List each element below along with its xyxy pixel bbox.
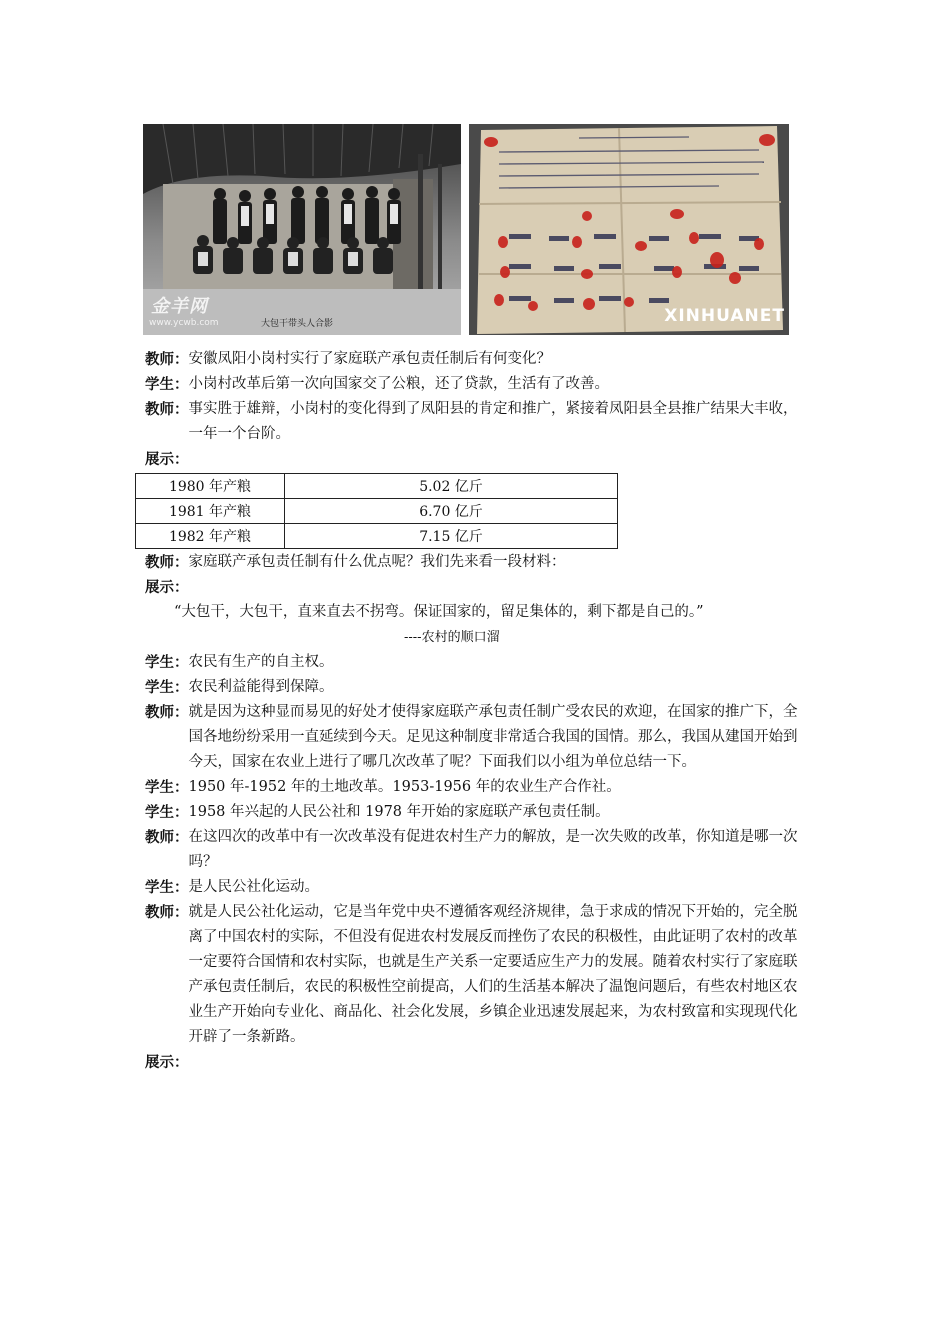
dialogue-text: 农民有生产的自主权。 <box>188 654 334 670</box>
dialogue-student <box>145 650 810 675</box>
grain-yield-table <box>135 473 618 549</box>
year-cell: 1980 年产粮 <box>136 474 285 499</box>
year-cell: 1981 年产粮 <box>136 499 285 524</box>
dialogue-text: 安徽凤阳小岗村实行了家庭联产承包责任制后有何变化？ <box>188 351 551 367</box>
dialogue-teacher <box>145 347 810 372</box>
speaker-label: 学生： <box>145 879 189 896</box>
dialogue-text: 1958 年兴起的人民公社和 1978 年开始的家庭联产承包责任制。 <box>188 804 610 820</box>
quote-text: “大包干，大包干，直来直去不拐弯。保证国家的，留足集体的，剩下都是自己的。” <box>174 604 704 620</box>
speaker-label: 学生： <box>145 376 189 393</box>
dialogue-text: 就是人民公社化运动，它是当年党中央不遵循客观经济规律，急于求成的情况下开始的，完全脱离了中国农村的实际，不但没有促进农村发展反而挫伤了农民的积极性，由此证明了农村的改革一定要符合国情和农村实际，也就是生产关系一定要适应生产力的发展。随着农村实行了家庭联产承包责任制后，农民的积极性空前提高，人们的生活基本解决了温饱问题后，有些农村地区农业生产开始向专业化、商品化、社会化发展，乡镇企业迅速发展起来，为农村致富和实现现代化开辟了一条新路。 <box>188 904 798 1045</box>
dialogue-text: 事实胜于雄辩，小岗村的变化得到了凤阳县的肯定和推广，紧接着凤阳县全县推广结果大丰收，一年一个台阶。 <box>188 401 798 442</box>
dialogue-text: 1950 年-1952 年的土地改革。1953-1956 年的农业生产合作社。 <box>188 779 621 795</box>
value-cell: 5.02 亿斤 <box>285 474 618 499</box>
lesson-content <box>145 347 810 1075</box>
speaker-label: 教师： <box>145 704 189 721</box>
speaker-label: 教师： <box>145 554 189 571</box>
dialogue-teacher <box>145 900 810 1050</box>
speaker-label: 学生： <box>145 804 189 821</box>
dialogue-student <box>145 775 810 800</box>
value-cell: 7.15 亿斤 <box>285 524 618 549</box>
dialogue-teacher <box>145 700 810 775</box>
group-photo <box>143 124 461 335</box>
speaker-label: 教师： <box>145 904 189 921</box>
dialogue-student <box>145 875 810 900</box>
speaker-label: 学生： <box>145 654 189 671</box>
watermark-xinhuanet: XINHUANET <box>664 306 785 326</box>
table-row <box>136 499 618 524</box>
show-heading: 展示： <box>145 1054 189 1071</box>
dialogue-text: 就是因为这种显而易见的好处才使得家庭联产承包责任制广受农民的欢迎，在国家的推广下，全国各地纷纷采用一直延续到今天。足见这种制度非常适合我国的国情。那么，我国从建国开始到今天，国家在农业上进行了哪几次改革了呢？下面我们以小组为单位总结一下。 <box>188 704 798 770</box>
speaker-label: 学生： <box>145 679 189 696</box>
speaker-label: 教师： <box>145 829 189 846</box>
dialogue-teacher <box>145 397 810 447</box>
dialogue-teacher <box>145 550 810 575</box>
dialogue-student <box>145 372 810 397</box>
watermark-logo: 金羊网 <box>151 296 208 317</box>
table-row <box>136 524 618 549</box>
table-row <box>136 474 618 499</box>
value-cell: 6.70 亿斤 <box>285 499 618 524</box>
speaker-label: 学生： <box>145 779 189 796</box>
speaker-label: 教师： <box>145 351 189 368</box>
dialogue-text: 是人民公社化运动。 <box>188 879 319 895</box>
quote-source: ----农村的顺口溜 <box>404 630 500 645</box>
photo-caption: 大包干带头人合影 <box>261 319 334 329</box>
show-heading: 展示： <box>145 451 189 468</box>
dialogue-student <box>145 800 810 825</box>
dialogue-text: 农民利益能得到保障。 <box>188 679 334 695</box>
dialogue-text: 家庭联产承包责任制有什么优点呢？我们先来看一段材料： <box>188 554 566 570</box>
speaker-label: 教师： <box>145 401 189 418</box>
dialogue-student <box>145 675 810 700</box>
dialogue-text: 小岗村改革后第一次向国家交了公粮，还了贷款，生活有了改善。 <box>188 376 609 392</box>
year-cell: 1982 年产粮 <box>136 524 285 549</box>
folk-rhyme-quote <box>145 600 810 650</box>
show-heading: 展示： <box>145 579 189 596</box>
dialogue-text: 在这四次的改革中有一次改革没有促进农村生产力的解放，是一次失败的改革，你知道是哪一次吗？ <box>188 829 798 870</box>
watermark-url: www.ycwb.com <box>149 318 219 328</box>
contract-photo <box>469 124 789 335</box>
dialogue-teacher <box>145 825 810 875</box>
